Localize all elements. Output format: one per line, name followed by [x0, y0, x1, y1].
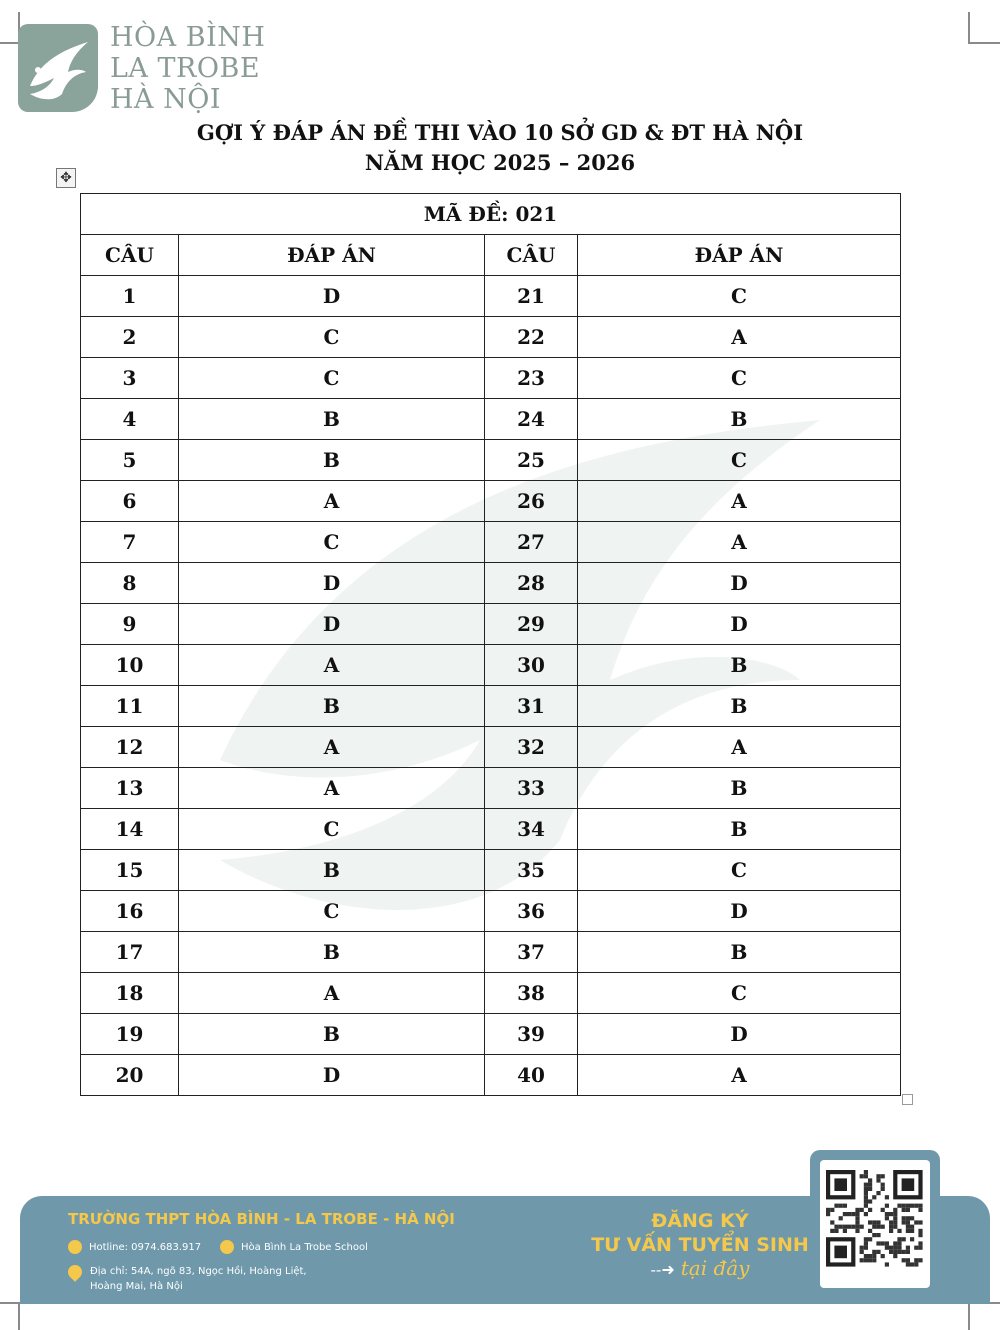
question-number: 6 — [81, 481, 179, 522]
answer-value: C — [179, 358, 485, 399]
answer-value: A — [578, 727, 901, 768]
facebook-text[interactable]: Hòa Bình La Trobe School — [241, 1241, 368, 1253]
hotline-text[interactable]: Hotline: 0974.683.917 — [89, 1241, 202, 1253]
answer-value: A — [179, 481, 485, 522]
table-row — [81, 1014, 901, 1055]
header-answer-left: ĐÁP ÁN — [179, 235, 485, 276]
question-number: 35 — [485, 850, 578, 891]
table-row — [81, 891, 901, 932]
answer-value: D — [578, 604, 901, 645]
facebook-icon — [220, 1240, 234, 1254]
question-number: 18 — [81, 973, 179, 1014]
answer-value: B — [578, 399, 901, 440]
question-number: 26 — [485, 481, 578, 522]
question-number: 12 — [81, 727, 179, 768]
answer-value: B — [179, 399, 485, 440]
table-row — [81, 440, 901, 481]
exam-code: MÃ ĐỀ: 021 — [81, 194, 901, 235]
table-row — [81, 645, 901, 686]
question-number: 2 — [81, 317, 179, 358]
question-number: 34 — [485, 809, 578, 850]
table-move-handle-icon[interactable]: ✥ — [56, 168, 76, 188]
question-number: 17 — [81, 932, 179, 973]
answer-value: A — [179, 768, 485, 809]
question-number: 11 — [81, 686, 179, 727]
table-row — [81, 399, 901, 440]
answer-value: B — [578, 768, 901, 809]
question-number: 13 — [81, 768, 179, 809]
crop-mark-top-right — [968, 12, 1000, 44]
logo-bird-icon — [18, 24, 98, 112]
question-number: 1 — [81, 276, 179, 317]
answer-value: C — [179, 891, 485, 932]
answer-value: D — [578, 1014, 901, 1055]
table-resize-handle[interactable] — [902, 1094, 913, 1105]
question-number: 5 — [81, 440, 179, 481]
answer-value: D — [179, 604, 485, 645]
table-row — [81, 809, 901, 850]
facebook-row — [220, 1240, 368, 1254]
table-row — [81, 727, 901, 768]
table-row — [81, 850, 901, 891]
answer-value: C — [179, 317, 485, 358]
question-number: 27 — [485, 522, 578, 563]
question-number: 20 — [81, 1055, 179, 1096]
footer-school-name: TRƯỜNG THPT HÒA BÌNH - LA TROBE - HÀ NỘI — [68, 1210, 455, 1228]
header-question-left: CÂU — [81, 235, 179, 276]
table-row — [81, 522, 901, 563]
table-row — [81, 768, 901, 809]
header-answer-right: ĐÁP ÁN — [578, 235, 901, 276]
answer-value: C — [578, 358, 901, 399]
arrow-icon: ‐‐➜ — [650, 1260, 675, 1279]
answer-value: C — [179, 522, 485, 563]
answer-table — [80, 193, 901, 1096]
question-number: 30 — [485, 645, 578, 686]
location-icon — [65, 1262, 85, 1282]
answer-value: C — [578, 440, 901, 481]
table-row — [81, 276, 901, 317]
answer-value: D — [179, 276, 485, 317]
question-number: 33 — [485, 768, 578, 809]
question-number: 10 — [81, 645, 179, 686]
page-title: GỢI Ý ĐÁP ÁN ĐỀ THI VÀO 10 SỞ GD & ĐT HÀ NỘI — [196, 120, 804, 145]
question-number: 9 — [81, 604, 179, 645]
table-row — [81, 1055, 901, 1096]
answer-value: C — [578, 276, 901, 317]
question-number: 24 — [485, 399, 578, 440]
answer-value: A — [179, 645, 485, 686]
answer-value: A — [578, 1055, 901, 1096]
question-number: 36 — [485, 891, 578, 932]
answer-value: B — [179, 850, 485, 891]
question-number: 19 — [81, 1014, 179, 1055]
logo-wordmark — [110, 22, 265, 115]
answer-value: B — [179, 686, 485, 727]
answer-value: B — [578, 809, 901, 850]
crop-mark-top-left — [0, 12, 20, 44]
qr-code-icon[interactable] — [820, 1160, 930, 1288]
answer-value: D — [578, 563, 901, 604]
answer-value: A — [578, 317, 901, 358]
answer-value: B — [179, 932, 485, 973]
table-row — [81, 686, 901, 727]
qr-tab — [810, 1150, 940, 1300]
table-row — [81, 604, 901, 645]
question-number: 23 — [485, 358, 578, 399]
question-number: 8 — [81, 563, 179, 604]
answer-value: A — [179, 727, 485, 768]
table-row — [81, 317, 901, 358]
question-number: 38 — [485, 973, 578, 1014]
phone-icon — [68, 1240, 82, 1254]
hotline-row — [68, 1240, 201, 1254]
question-number: 21 — [485, 276, 578, 317]
crop-mark-bottom-left — [0, 1302, 20, 1330]
answer-value: C — [578, 973, 901, 1014]
answer-value: A — [578, 522, 901, 563]
question-number: 37 — [485, 932, 578, 973]
question-number: 32 — [485, 727, 578, 768]
cta-line-1: ĐĂNG KÝ — [651, 1210, 749, 1232]
table-row — [81, 358, 901, 399]
logo-line-3: HÀ NỘI — [110, 84, 222, 115]
answer-value: C — [179, 809, 485, 850]
logo-line-2: LA TROBE — [110, 53, 261, 84]
question-number: 25 — [485, 440, 578, 481]
question-number: 14 — [81, 809, 179, 850]
table-row — [81, 973, 901, 1014]
answer-value: B — [179, 440, 485, 481]
answer-value: D — [179, 563, 485, 604]
answer-value: C — [578, 850, 901, 891]
table-row — [81, 481, 901, 522]
header-question-right: CÂU — [485, 235, 578, 276]
question-number: 3 — [81, 358, 179, 399]
answer-value: D — [578, 891, 901, 932]
question-number: 15 — [81, 850, 179, 891]
question-number: 4 — [81, 399, 179, 440]
question-number: 7 — [81, 522, 179, 563]
answer-value: B — [578, 645, 901, 686]
crop-mark-bottom-right — [968, 1302, 1000, 1330]
table-row — [81, 932, 901, 973]
question-number: 31 — [485, 686, 578, 727]
answer-value: D — [179, 1055, 485, 1096]
page-subtitle: NĂM HỌC 2025 – 2026 — [364, 150, 636, 175]
logo-line-1: HÒA BÌNH — [110, 22, 266, 53]
register-cta[interactable] — [590, 1210, 810, 1280]
question-number: 22 — [485, 317, 578, 358]
question-number: 29 — [485, 604, 578, 645]
answer-value: B — [578, 932, 901, 973]
question-number: 39 — [485, 1014, 578, 1055]
address-text: Địa chỉ: 54A, ngõ 83, Ngọc Hồi, Hoàng Liệt, Hoàng Mai, Hà Nội — [90, 1266, 307, 1292]
table-row — [81, 563, 901, 604]
question-number: 28 — [485, 563, 578, 604]
school-logo — [18, 24, 265, 115]
cta-line-2: TƯ VẤN TUYỂN SINH — [591, 1234, 809, 1256]
cta-line-3: tại đây — [680, 1256, 750, 1280]
question-number: 16 — [81, 891, 179, 932]
answer-value: B — [578, 686, 901, 727]
question-number: 40 — [485, 1055, 578, 1096]
answer-value: A — [179, 973, 485, 1014]
answer-value: B — [179, 1014, 485, 1055]
answer-value: A — [578, 481, 901, 522]
